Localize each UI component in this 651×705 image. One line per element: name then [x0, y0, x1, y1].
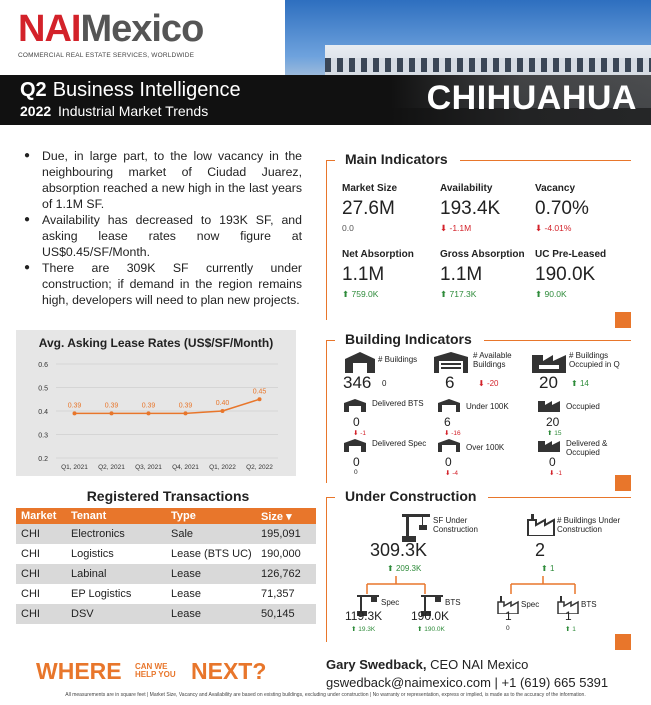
contact-name: Gary Swedback,	[326, 657, 427, 672]
y-tick-label: 0.2	[38, 456, 48, 463]
logo-tagline: COMMERCIAL REAL ESTATE SERVICES, WORLDWIDE	[18, 52, 195, 59]
col-tenant[interactable]: Tenant	[66, 508, 166, 524]
buildings-stat: # Buildings 346 0	[343, 351, 443, 401]
data-label: 0.39	[141, 402, 156, 410]
transactions-table	[16, 508, 316, 624]
col-market[interactable]: Market	[16, 508, 66, 524]
x-tick-label: Q2, 2021	[98, 464, 125, 471]
quarter-label: Q2	[20, 79, 47, 101]
table-row: CHI DSV Lease 50,145	[16, 604, 316, 624]
branch-connector	[361, 576, 431, 594]
col-size[interactable]: Size ▾	[256, 508, 316, 524]
building-indicators-title: Building Indicators	[335, 331, 484, 347]
table-row: CHI EP Logistics Lease 71,357	[16, 584, 316, 604]
y-tick-label: 0.3	[38, 432, 48, 440]
contact-details[interactable]: gswedback@naimexico.com | +1 (619) 665 5391	[326, 675, 609, 690]
disclaimer: All measurements are in square feet | Market Size, Vacancy and Availability are based on existing buildings, excluding under construction | No warranty or representation, express or implied, is made as to the accuracy of the information.	[65, 692, 586, 698]
main-indicators-panel	[326, 151, 631, 320]
x-tick-label: Q4, 2021	[172, 464, 199, 471]
data-label: 0.39	[67, 402, 82, 410]
buildings-bts-stat: BTS 1 ⬆ 1	[557, 594, 617, 640]
delivered-occupied-stat: Delivered & Occupied 0 ⬇ -1	[537, 438, 627, 478]
year-label: 2022	[20, 103, 52, 119]
under-construction-title: Under Construction	[335, 488, 488, 504]
main-indicators-title: Main Indicators	[335, 151, 460, 167]
data-label: 0.45	[252, 388, 267, 396]
warehouse-small-icon	[437, 398, 461, 412]
data-point	[184, 411, 188, 415]
factory-small-icon	[537, 438, 561, 452]
data-label: 0.40	[215, 400, 230, 407]
data-point	[221, 409, 225, 413]
col-type[interactable]: Type	[166, 508, 256, 524]
contact-role: CEO NAI Mexico	[430, 657, 529, 672]
delivered-spec-stat: Delivered Spec 0 0	[343, 438, 433, 478]
y-tick-label: 0.5	[38, 385, 48, 393]
x-tick-label: Q1, 2022	[209, 464, 236, 471]
x-tick-label: Q3, 2021	[135, 464, 162, 471]
building-indicators-panel	[326, 331, 631, 483]
bullet-item: ● Due, in large part, to the low vacancy in the neighbouring market of Ciudad Juarez, absorption reached a new high in the last years of 1.1M SF.	[22, 148, 302, 212]
logo-nai: NAI	[18, 8, 81, 50]
x-tick-label: Q1, 2021	[61, 464, 88, 471]
building-icon	[343, 351, 377, 373]
panel-corner	[615, 312, 631, 328]
metric-gross-absorption: Gross Absorption 1.1M ⬆ 717.3K	[440, 249, 525, 299]
where-can-we-help-slogan: WHERE CAN WE HELP YOU NEXT?	[36, 658, 267, 684]
chart-title: Avg. Asking Lease Rates (US$/SF/Month)	[38, 336, 274, 350]
building-small-icon	[343, 438, 367, 452]
report-subtitle: Industrial Market Trends	[58, 103, 209, 119]
data-point	[73, 411, 77, 415]
available-buildings-stat: # Available Buildings 6 ⬇ -20	[433, 351, 533, 401]
factory-icon	[527, 514, 555, 536]
contact-block	[326, 657, 646, 690]
city-name: CHIHUAHUA	[426, 79, 637, 117]
over-100k-stat: Over 100K 0 ⬇ -4	[437, 438, 527, 478]
lease-rate-chart	[16, 330, 296, 476]
table-row: CHI Logistics Lease (BTS UC) 190,000	[16, 544, 316, 564]
metric-vacancy: Vacancy 0.70% ⬇ -4.01%	[535, 183, 589, 233]
x-tick-label: Q2, 2022	[246, 464, 273, 471]
logo-mexico: Mexico	[80, 8, 204, 50]
bullet-item: ● There are 309K SF currently under construction; if demand in the region remains high, developers will need to plan new projects.	[22, 260, 302, 308]
metric-market-size: Market Size 27.6M 0.0	[342, 183, 398, 233]
sf-bts-stat: BTS 190.0K ⬆ 190.0K	[411, 594, 471, 640]
warehouse-icon	[433, 351, 469, 373]
sf-spec-stat: Spec 119.3K ⬆ 19.3K	[345, 594, 405, 640]
sf-under-construction-stat: SF Under Construction 309.3K ⬆ 209.3K	[367, 512, 497, 592]
building-small-icon	[343, 398, 367, 412]
table-row: CHI Electronics Sale 195,091	[16, 524, 316, 544]
title-bar	[0, 75, 651, 125]
data-point	[110, 411, 114, 415]
crane-icon	[402, 512, 430, 542]
transactions-title: Registered Transactions	[86, 488, 250, 504]
delivered-bts-stat: Delivered BTS 0 ⬇ -1	[343, 398, 433, 438]
metric-availability: Availability 193.4K ⬇ -1.1M	[440, 183, 501, 233]
buildings-under-construction-stat: # Buildings Under Construction 2 ⬆ 1	[527, 512, 632, 592]
company-logo	[18, 10, 218, 62]
panel-corner	[615, 634, 631, 650]
data-label: 0.39	[178, 402, 193, 410]
y-tick-label: 0.6	[38, 362, 48, 369]
data-label: 0.39	[104, 402, 119, 410]
metric-uc-preleased: UC Pre-Leased 190.0K ⬆ 90.0K	[535, 249, 607, 299]
data-point	[258, 397, 262, 401]
under-100k-stat: Under 100K 6 ⬇ -16	[437, 398, 527, 438]
table-row: CHI Labinal Lease 126,762	[16, 564, 316, 584]
branch-connector	[503, 576, 583, 594]
report-title: Business Intelligence	[52, 79, 241, 101]
warehouse-small-icon	[437, 438, 461, 452]
summary-bullets	[22, 148, 302, 308]
under-construction-panel	[326, 488, 631, 642]
buildings-spec-stat: Spec 1 0	[497, 594, 557, 640]
chart-svg	[16, 330, 296, 476]
factory-icon	[531, 351, 567, 373]
bullet-item: ● Availability has decreased to 193K SF, and asking lease rates now figure at US$0.45/SF/Month.	[22, 212, 302, 260]
occupied-buildings-stat: # Buildings Occupied in Q 20 ⬆ 14	[531, 351, 631, 401]
data-point	[147, 411, 151, 415]
occupied-stat: Occupied 20 ⬆ 15	[537, 398, 627, 438]
metric-net-absorption: Net Absorption 1.1M ⬆ 759.0K	[342, 249, 414, 299]
factory-small-icon	[537, 398, 561, 412]
y-tick-label: 0.4	[38, 409, 48, 416]
